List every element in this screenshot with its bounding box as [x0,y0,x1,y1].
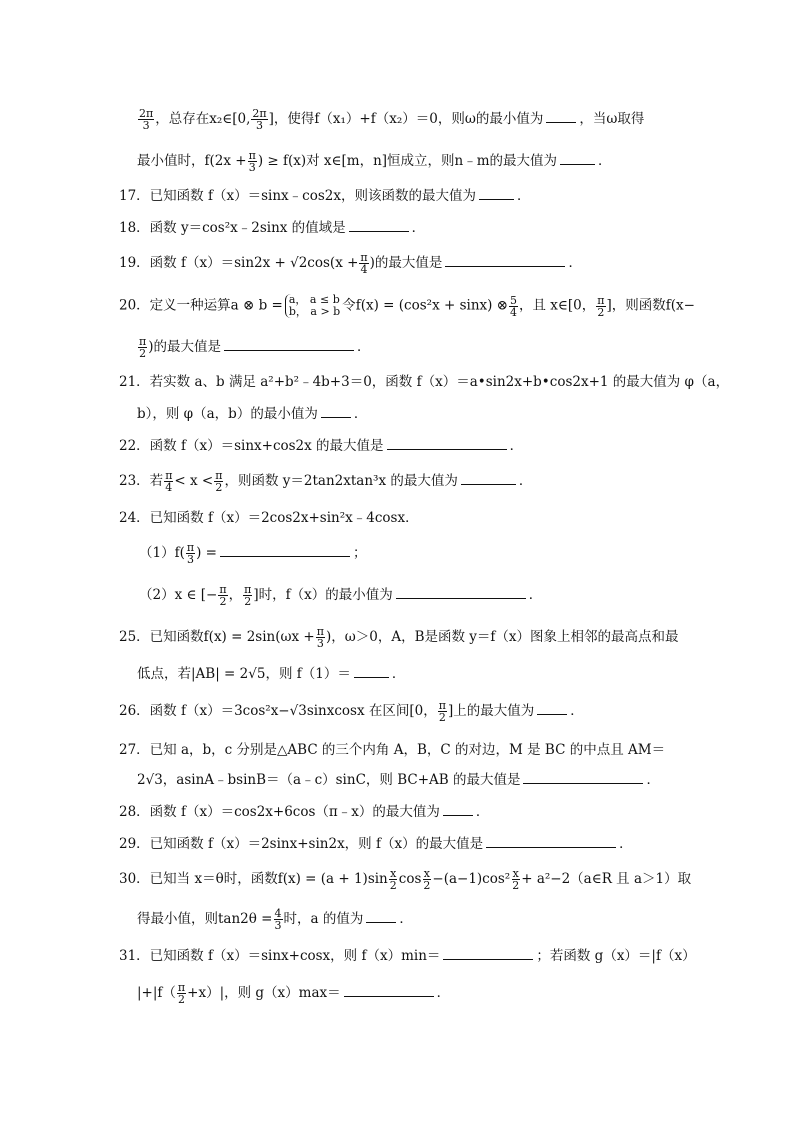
fraction: $\frac{\pi}{2}$ [215,469,223,494]
question-19: 19．函数 f（x）＝sin2x + √2cos(x + $\frac{\pi}{4}$ )的最大值是 ． [119,251,582,276]
answer-blank[interactable] [523,771,643,784]
fraction: $\frac{x}{2}$ [512,867,520,892]
answer-blank[interactable] [220,544,350,557]
fraction: $\frac{\pi}{2}$ [139,335,147,360]
question-28: 28．函数 f（x）＝cos2x+6cos（π﹣x）的最大值为 ． [119,804,490,820]
fraction: $\frac{\pi}{2}$ [244,583,252,608]
question-17: 17．已知函数 f（x）＝sinx﹣cos2x，则该函数的最大值为 ． [119,188,531,204]
answer-blank[interactable] [349,219,409,232]
question-27-line-1: 27．已知 a，b，c 分别是△ABC 的三个内角 A，B，C 的对边，M 是 BC 的中点且 AM＝ [119,742,666,758]
answer-blank[interactable] [387,437,507,450]
question-24-part-2: （2）x ∈ [− $\frac{\pi}{2}$ ， $\frac{\pi}{2}$ ]时，f（x）的最小值为 ． [139,583,543,608]
question-25-line-1: 25．已知函数f(x) = 2sin(ωx + $\frac{\pi}{3}$ )，ω＞0，A，B是函数 y＝f（x）图象上相邻的最高点和最 [119,625,679,650]
answer-blank[interactable] [560,152,595,165]
answer-blank[interactable] [546,110,576,123]
answer-blank[interactable] [443,947,533,960]
fraction: $\frac{\pi}{2}$ [177,981,186,1006]
question-24: 24．已知函数 f（x）＝2cos2x+sin²x﹣4cosx． [119,510,419,526]
question-26: 26．函数 f（x）＝3cos²x−√3sinxcosx 在区间[0， $\frac{\pi}{2}$ ]上的最大值为 ． [119,699,584,724]
answer-blank[interactable] [445,254,565,267]
question-31-line-2: |+|f（ $\frac{\pi}{2}$ +x）|，则 g（x）max＝ ． [137,981,451,1006]
fraction: $\frac{\pi}{3}$ [316,625,324,650]
question-21-line-2: b），则 φ（a，b）的最小值为 ． [137,406,368,422]
answer-blank[interactable] [366,910,396,923]
answer-blank[interactable] [224,338,354,351]
question-25-line-2: 低点，若|AB| = 2√5，则 f（1）＝ ． [137,666,406,682]
fraction: $\frac{2\pi}{3}$ [252,107,267,132]
question-30-line-1: 30．已知当 x＝θ时，函数f(x) = (a + 1)sin $\frac{x}{2}$ cos $\frac{x}{2}$ −(a−1)cos² $\frac{x}{2}$ + a²−2（a∈R 且 a＞1）取 [119,867,692,892]
piecewise-brace: a， a ≤ b b， a > b [285,294,340,318]
fraction: $\frac{\pi}{2}$ [597,293,605,319]
answer-blank[interactable] [344,984,434,997]
q16-line-1: $\frac{2\pi}{3}$ ，总存在x₂∈[0, $\frac{2\pi}{3}$ ]，使得f（x₁）+f（x₂）＝0，则ω的最小值为 ，当ω取得 [139,107,645,132]
question-20-line-1: 20．定义一种运算a ⊗ b = a， a ≤ b b， a > b 令f(x) = (cos²x + sinx) ⊗ $\frac{5}{4}$ ，且 x∈[0， $\frac{\pi}{2}$ ]，则函数f(x− [119,293,695,319]
fraction: $\frac{4}{3}$ [274,907,282,932]
answer-blank[interactable] [479,187,514,200]
answer-blank[interactable] [396,586,526,599]
answer-blank[interactable] [461,472,516,485]
answer-blank[interactable] [486,835,616,848]
answer-blank[interactable] [354,665,389,678]
answer-blank[interactable] [321,405,351,418]
fraction: $\frac{2\pi}{3}$ [139,107,154,132]
fraction: $\frac{\pi}{3}$ [186,541,195,566]
fraction: $\frac{\pi}{2}$ [219,583,227,608]
question-20-line-2: $\frac{\pi}{2}$ )的最大值是 ． [139,335,371,360]
question-23: 23．若 $\frac{\pi}{4}$ < x < $\frac{\pi}{2}$ ，则函数 y＝2tan2xtan³x 的最大值为 ． [119,469,533,494]
fraction: $\frac{x}{2}$ [423,867,431,892]
fraction: $\frac{\pi}{4}$ [360,251,368,276]
question-29: 29．已知函数 f（x）＝2sinx+sin2x，则 f（x）的最大值是 ． [119,836,633,852]
fraction: $\frac{\pi}{4}$ [165,469,173,494]
fraction: $\frac{\pi}{3}$ [248,149,256,174]
question-18: 18．函数 y＝cos²x﹣2sinx 的值域是 ． [119,220,426,236]
question-21-line-1: 21．若实数 a、b 满足 a²+b²﹣4b+3＝0，函数 f（x）＝a•sin2x+b•cos2x+1 的最大值为 φ（a， [119,374,730,390]
question-30-line-2: 得最小值，则tan2θ = $\frac{4}{3}$ 时，a 的值为 ． [137,907,413,932]
answer-blank[interactable] [443,803,473,816]
question-27-line-2: 2√3，asinA﹣bsinB＝（a﹣c）sinC，则 BC+AB 的最大值是 ． [137,772,660,788]
fraction: $\frac{5}{4}$ [510,293,517,319]
question-31-line-1: 31．已知函数 f（x）＝sinx+cosx，则 f（x）min＝ ；若函数 g（x）＝|f（x） [119,948,696,964]
question-22: 22．函数 f（x）＝sinx+cos2x 的最大值是 ． [119,438,524,454]
q16-line-2: 最小值时，f(2x + $\frac{\pi}{3}$ ) ≥ f(x)对 x∈[m，n]恒成立，则n﹣m的最大值为 ． [137,149,612,174]
answer-blank[interactable] [537,702,567,715]
fraction: $\frac{x}{2}$ [389,867,397,892]
fraction: $\frac{\pi}{2}$ [438,699,446,724]
question-24-part-1: （1）f( $\frac{\pi}{3}$ ) = ； [139,541,367,566]
